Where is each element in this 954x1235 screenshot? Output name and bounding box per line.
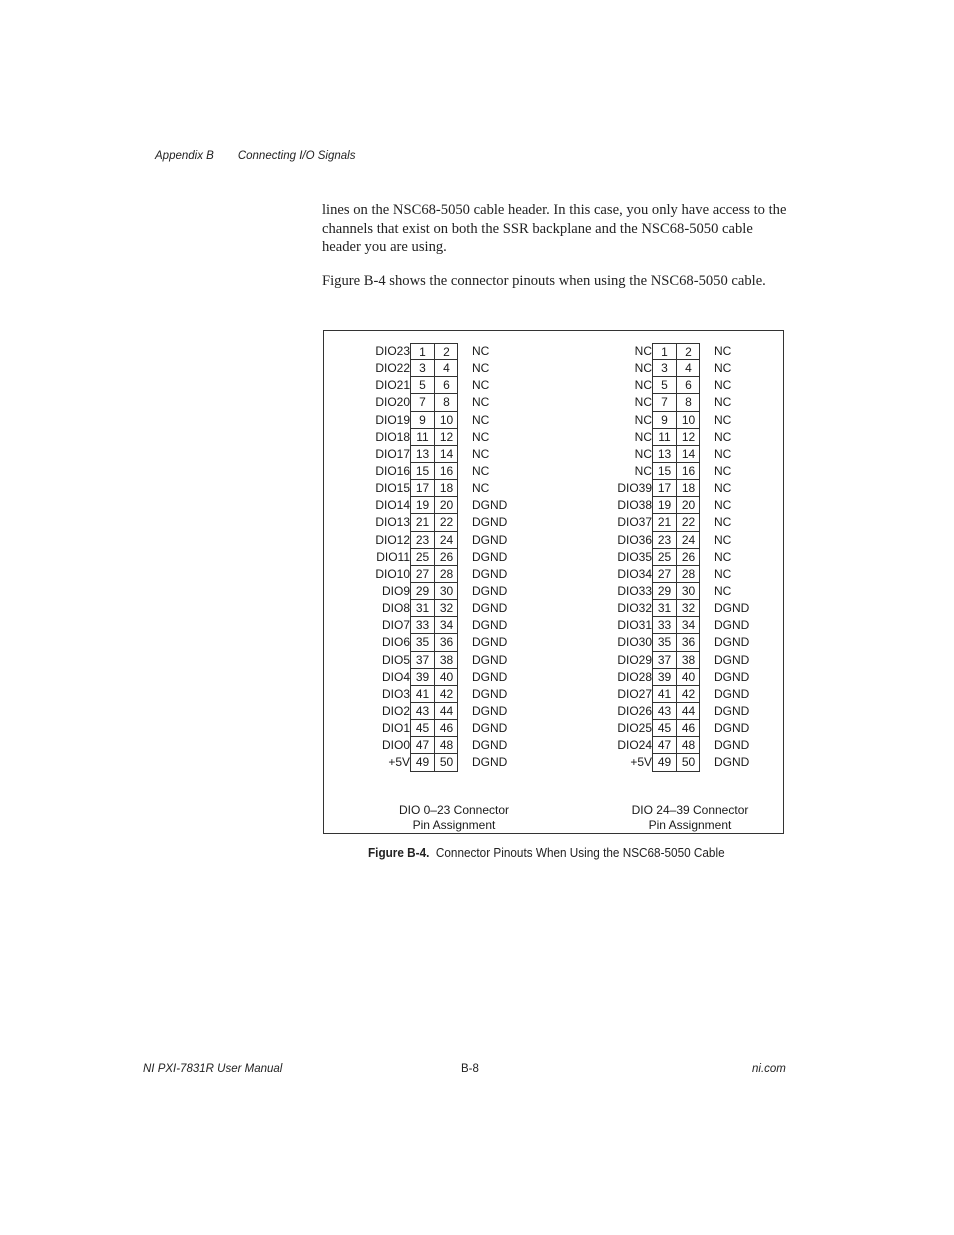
pin-number-even: 38 (681, 652, 696, 667)
pin-number-even: 16 (681, 463, 696, 478)
signal-left: DIO14 (375, 498, 410, 513)
body-paragraph-2: Figure B-4 shows the connector pinouts when using the NSC68-5050 cable. (322, 273, 766, 289)
figure-caption-text: Connector Pinouts When Using the NSC68-5050 Cable (435, 846, 725, 860)
signal-right: DGND (472, 532, 508, 547)
pin-number-odd: 1 (661, 345, 668, 359)
pin-number-odd: 41 (415, 686, 430, 701)
pin-pair (652, 703, 700, 720)
pin-number-odd: 15 (657, 463, 672, 478)
pin-pair (410, 532, 458, 549)
pin-pair (410, 703, 458, 720)
pin-number-even: 40 (439, 669, 454, 684)
pin-pair (652, 446, 700, 463)
pin-number-odd: 31 (657, 601, 672, 616)
footer-website: ni.com (752, 1063, 786, 1075)
pin-number-odd: 29 (415, 583, 430, 598)
signal-left: NC (634, 412, 652, 427)
pin-number-odd: 35 (415, 635, 430, 650)
signal-left: DIO38 (617, 498, 652, 513)
pin-number-odd: 27 (657, 566, 672, 581)
signal-left: DIO4 (381, 669, 410, 684)
signal-left: DIO28 (617, 669, 652, 684)
pin-pair (410, 600, 458, 617)
pin-pair (652, 754, 700, 771)
pin-number-even: 32 (439, 601, 454, 616)
signal-left: DIO23 (375, 344, 410, 358)
signal-left: DIO18 (375, 429, 410, 444)
signal-right: DGND (714, 635, 750, 650)
signal-right: DGND (714, 738, 750, 753)
figure-caption (368, 846, 725, 860)
pin-number-odd: 49 (415, 755, 430, 770)
signal-left: DIO10 (375, 566, 410, 581)
pin-number-odd: 35 (657, 635, 672, 650)
pin-pair (652, 532, 700, 549)
pin-number-odd: 43 (415, 703, 430, 718)
signal-left: DIO27 (617, 686, 652, 701)
pin-number-even: 2 (685, 345, 692, 359)
pin-pair (652, 360, 700, 377)
pin-pair (652, 583, 700, 600)
signal-left: DIO31 (617, 618, 652, 633)
signal-right: DGND (472, 755, 508, 770)
pin-pair (410, 360, 458, 377)
pin-number-even: 12 (681, 429, 696, 444)
signal-left: NC (634, 463, 652, 478)
signal-right: DGND (472, 601, 508, 616)
signal-left: DIO34 (617, 566, 652, 581)
pin-number-even: 44 (681, 703, 696, 718)
pin-pair (410, 377, 458, 394)
pin-number-even: 8 (685, 395, 692, 410)
signal-right: NC (714, 446, 732, 461)
signal-right: NC (714, 361, 732, 376)
pin-number-even: 42 (681, 686, 696, 701)
signal-right: DGND (714, 601, 750, 616)
pin-pair (410, 583, 458, 600)
pin-pair (410, 686, 458, 703)
signal-left: DIO35 (617, 549, 652, 564)
signal-right: NC (714, 378, 732, 393)
signal-right: NC (472, 361, 490, 376)
signal-left: DIO9 (381, 583, 410, 598)
signal-left: DIO1 (381, 721, 410, 736)
pin-number-odd: 7 (419, 395, 426, 410)
pin-number-odd: 23 (415, 532, 430, 547)
pin-number-odd: 33 (657, 618, 672, 633)
pin-number-odd: 45 (415, 721, 430, 736)
pin-number-even: 4 (685, 361, 692, 376)
pin-number-even: 50 (439, 755, 454, 770)
signal-right: NC (714, 481, 732, 496)
signal-right: DGND (714, 618, 750, 633)
connector-caption-line1: DIO 0–23 Connector (398, 803, 510, 817)
pin-number-odd: 21 (657, 515, 672, 530)
pin-pair (410, 412, 458, 429)
pin-number-odd: 49 (657, 755, 672, 770)
pin-pair (652, 634, 700, 651)
signal-left: DIO26 (617, 703, 652, 718)
signal-right: NC (714, 344, 732, 358)
pin-number-even: 22 (681, 515, 696, 530)
pin-number-even: 12 (439, 429, 454, 444)
pin-number-even: 46 (439, 721, 454, 736)
signal-right: NC (472, 481, 490, 496)
header-section: Connecting I/O Signals (237, 150, 356, 162)
signal-right: NC (714, 549, 732, 564)
connector-pinout-figure (323, 330, 784, 834)
pin-number-odd: 25 (657, 549, 672, 564)
pin-pair (410, 549, 458, 566)
signal-left: DIO32 (617, 601, 652, 616)
pin-number-odd: 29 (657, 583, 672, 598)
pin-pair (410, 634, 458, 651)
signal-right: DGND (472, 703, 508, 718)
signal-right: DGND (714, 686, 750, 701)
signal-left: +5V (630, 755, 652, 770)
footer-manual-title: NI PXI-7831R User Manual (143, 1063, 283, 1075)
signal-right: NC (472, 344, 490, 358)
signal-left: DIO17 (375, 446, 410, 461)
signal-right: DGND (472, 549, 508, 564)
pin-pair (652, 617, 700, 634)
pin-pair (410, 446, 458, 463)
header-appendix: Appendix B (155, 150, 214, 162)
pin-number-odd: 19 (657, 498, 672, 513)
pin-pair (410, 497, 458, 514)
pin-pair (652, 412, 700, 429)
pin-pair (410, 754, 458, 771)
signal-left: NC (634, 361, 652, 376)
signal-right: NC (714, 395, 732, 410)
signal-left: DIO19 (375, 412, 410, 427)
connector-caption (570, 803, 810, 833)
connector-caption-line1: DIO 24–39 Connector (631, 803, 749, 817)
pin-number-odd: 47 (657, 738, 672, 753)
pin-pair (410, 429, 458, 446)
pin-number-even: 10 (439, 412, 454, 427)
pin-pair (652, 549, 700, 566)
pin-number-odd: 33 (415, 618, 430, 633)
signal-left: DIO11 (376, 549, 410, 564)
pin-pair (410, 720, 458, 737)
pin-number-odd: 19 (415, 498, 430, 513)
pin-number-even: 26 (439, 549, 454, 564)
signal-right: DGND (714, 721, 750, 736)
signal-right: NC (472, 395, 490, 410)
pin-pair (652, 737, 700, 754)
pin-pair (652, 669, 700, 686)
pin-number-even: 20 (681, 498, 696, 513)
signal-right: DGND (472, 686, 508, 701)
pin-pair (410, 617, 458, 634)
pin-number-even: 6 (685, 378, 692, 393)
pin-number-even: 36 (681, 635, 696, 650)
pin-pair (652, 429, 700, 446)
pin-pair (410, 669, 458, 686)
pin-number-odd: 5 (661, 378, 668, 393)
connector-caption (334, 803, 574, 833)
pin-number-odd: 7 (661, 395, 668, 410)
signal-right: DGND (472, 566, 508, 581)
signal-right: DGND (714, 652, 750, 667)
pin-number-odd: 15 (415, 463, 430, 478)
pin-pair (410, 480, 458, 497)
signal-right: DGND (472, 652, 508, 667)
pin-number-even: 18 (439, 481, 454, 496)
pin-number-even: 30 (439, 583, 454, 598)
pin-number-odd: 13 (415, 446, 430, 461)
pin-number-even: 16 (439, 463, 454, 478)
signal-right: NC (714, 412, 732, 427)
pin-pair (410, 343, 458, 360)
signal-right: NC (714, 429, 732, 444)
pin-pair (652, 497, 700, 514)
connector-caption-line2: Pin Assignment (648, 818, 732, 832)
signal-right: NC (472, 463, 490, 478)
signal-left: DIO6 (381, 635, 410, 650)
pin-number-even: 30 (681, 583, 696, 598)
pin-number-odd: 39 (415, 669, 430, 684)
pin-pair (652, 720, 700, 737)
signal-right: DGND (472, 515, 508, 530)
pin-number-even: 6 (443, 378, 450, 393)
pin-number-odd: 11 (416, 429, 429, 444)
pin-number-odd: 9 (661, 412, 668, 427)
signal-left: DIO30 (617, 635, 652, 650)
signal-left: DIO15 (375, 481, 410, 496)
signal-left: DIO29 (617, 652, 652, 667)
signal-left: DIO0 (381, 738, 410, 753)
pin-number-odd: 23 (657, 532, 672, 547)
pin-number-even: 32 (681, 601, 696, 616)
signal-left: NC (634, 446, 652, 461)
pin-number-odd: 27 (415, 566, 430, 581)
signal-left: DIO36 (617, 532, 652, 547)
pin-number-odd: 17 (415, 481, 430, 496)
running-header (155, 150, 355, 162)
pin-number-odd: 37 (415, 652, 430, 667)
signal-right: NC (714, 566, 732, 581)
signal-left: DIO39 (617, 481, 652, 496)
signal-right: NC (472, 412, 490, 427)
pin-number-even: 50 (681, 755, 696, 770)
pin-number-odd: 3 (419, 361, 426, 376)
pin-number-even: 2 (443, 345, 450, 359)
signal-right: NC (714, 498, 732, 513)
pin-pair (652, 600, 700, 617)
pin-number-even: 40 (681, 669, 696, 684)
signal-right: DGND (714, 755, 750, 770)
signal-left: DIO37 (617, 515, 652, 530)
pin-number-odd: 17 (657, 481, 672, 496)
signal-left: DIO7 (381, 618, 410, 633)
pin-number-even: 34 (681, 618, 696, 633)
pin-number-odd: 21 (415, 515, 430, 530)
signal-right: DGND (714, 669, 750, 684)
pin-number-even: 44 (439, 703, 454, 718)
pin-number-even: 48 (681, 738, 696, 753)
pin-number-odd: 13 (657, 446, 672, 461)
pin-number-even: 20 (439, 498, 454, 513)
pin-pair (410, 394, 458, 411)
signal-right: DGND (472, 498, 508, 513)
pin-number-even: 18 (681, 481, 696, 496)
pin-number-even: 48 (439, 738, 454, 753)
figure-label: Figure B-4. (368, 846, 430, 860)
pin-number-odd: 39 (657, 669, 672, 684)
signal-right: NC (472, 429, 490, 444)
pin-number-odd: 25 (415, 549, 430, 564)
pin-pair (410, 463, 458, 480)
pin-number-odd: 1 (419, 345, 426, 359)
signal-right: NC (472, 378, 490, 393)
signal-right: DGND (472, 635, 508, 650)
pin-number-odd: 9 (419, 412, 426, 427)
signal-right: NC (472, 446, 490, 461)
signal-right: DGND (472, 618, 508, 633)
pin-number-even: 36 (439, 635, 454, 650)
pin-number-even: 14 (439, 446, 454, 461)
pin-number-even: 10 (681, 412, 696, 427)
pin-number-even: 24 (681, 532, 696, 547)
pin-number-even: 22 (439, 515, 454, 530)
signal-right: DGND (472, 583, 508, 598)
pin-pair (652, 463, 700, 480)
signal-left: DIO16 (375, 463, 410, 478)
signal-right: NC (714, 463, 732, 478)
pin-pair (410, 514, 458, 531)
signal-left: DIO3 (381, 686, 410, 701)
signal-left: NC (634, 344, 652, 358)
signal-right: NC (714, 532, 732, 547)
signal-left: NC (634, 429, 652, 444)
signal-left: NC (634, 395, 652, 410)
signal-right: DGND (472, 738, 508, 753)
signal-left: DIO22 (375, 361, 410, 376)
pin-pair (410, 566, 458, 583)
signal-left: DIO13 (375, 515, 410, 530)
pin-number-even: 38 (439, 652, 454, 667)
pin-number-odd: 45 (657, 721, 672, 736)
footer-page-number: B-8 (461, 1063, 479, 1075)
pin-number-even: 8 (443, 395, 450, 410)
signal-left: DIO20 (375, 395, 410, 410)
pin-number-even: 24 (439, 532, 454, 547)
signal-left: +5V (388, 755, 410, 770)
signal-left: NC (634, 378, 652, 393)
signal-left: DIO24 (617, 738, 652, 753)
pin-number-even: 26 (681, 549, 696, 564)
pin-number-odd: 5 (419, 378, 426, 393)
body-paragraph-1: lines on the NSC68-5050 cable header. In this case, you only have access to the channels that exist on both the SSR backplane and the NSC68-5050 cable header you are using. (322, 202, 787, 255)
pin-number-odd: 43 (657, 703, 672, 718)
pin-number-even: 4 (443, 361, 450, 376)
pin-number-odd: 47 (415, 738, 430, 753)
pin-number-odd: 41 (657, 686, 672, 701)
pin-number-even: 34 (439, 618, 454, 633)
pin-pair (652, 377, 700, 394)
signal-left: DIO2 (381, 703, 410, 718)
pin-pair (652, 480, 700, 497)
pin-number-even: 14 (681, 446, 696, 461)
signal-left: DIO8 (381, 601, 410, 616)
pin-pair (652, 343, 700, 360)
signal-right: DGND (472, 721, 508, 736)
pin-number-odd: 11 (658, 429, 671, 444)
signal-left: DIO21 (375, 378, 410, 393)
pin-number-even: 42 (439, 686, 454, 701)
pin-pair (652, 394, 700, 411)
pin-number-even: 28 (681, 566, 696, 581)
pin-pair (652, 652, 700, 669)
pin-pair (410, 737, 458, 754)
signal-left: DIO33 (617, 583, 652, 598)
signal-right: DGND (472, 669, 508, 684)
signal-right: DGND (714, 703, 750, 718)
pin-number-even: 28 (439, 566, 454, 581)
pin-pair (652, 686, 700, 703)
pin-pair (410, 652, 458, 669)
pin-number-odd: 3 (661, 361, 668, 376)
signal-left: DIO12 (375, 532, 410, 547)
signal-left: DIO25 (617, 721, 652, 736)
pin-number-odd: 37 (657, 652, 672, 667)
pin-pair (652, 514, 700, 531)
signal-right: NC (714, 515, 732, 530)
pin-number-odd: 31 (415, 601, 430, 616)
pin-pair (652, 566, 700, 583)
pin-number-even: 46 (681, 721, 696, 736)
signal-left: DIO5 (381, 652, 410, 667)
connector-caption-line2: Pin Assignment (412, 818, 496, 832)
signal-right: NC (714, 583, 732, 598)
